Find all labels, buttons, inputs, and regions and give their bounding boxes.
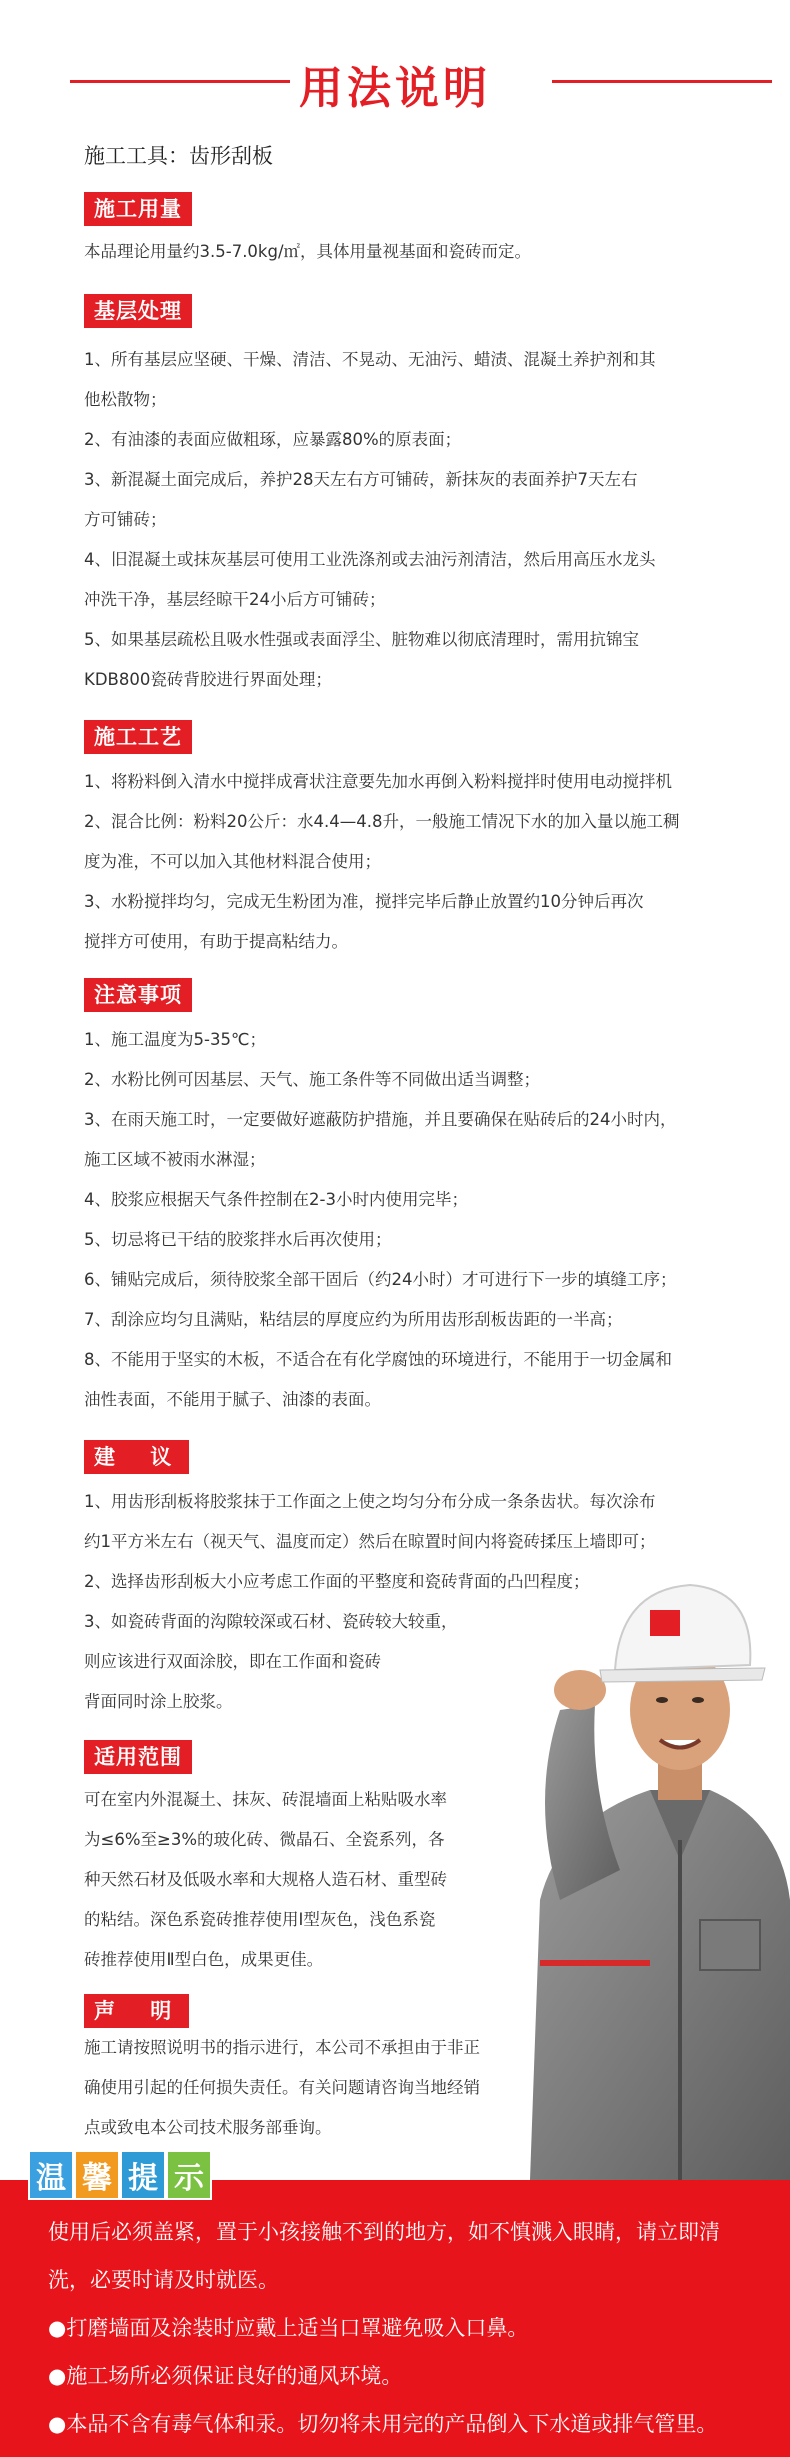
text-line: 3、新混凝土面完成后，养护28天左右方可铺砖，新抹灰的表面养护7天左右 (84, 470, 638, 489)
text-line: 点或致电本公司技术服务部垂询。 (84, 2118, 332, 2137)
text-line: 3、在雨天施工时，一定要做好遮蔽防护措施，并且要确保在贴砖后的24小时内， (84, 1110, 677, 1129)
section-process-title: 施工工艺 (84, 720, 192, 754)
text-line: 3、如瓷砖背面的沟隙较深或石材、瓷砖较大较重， (84, 1612, 458, 1631)
text-line: 砖推荐使用Ⅱ型白色，成果更佳。 (84, 1950, 324, 1969)
text-line: 洗，必要时请及时就医。 (48, 2268, 279, 2292)
worker-illustration (500, 1540, 790, 2180)
text-line: 搅拌方可使用，有助于提高粘结力。 (84, 932, 348, 951)
tips-char: 示 (166, 2150, 212, 2200)
text-line: ●施工场所必须保证良好的通风环境。 (48, 2364, 403, 2388)
text-line: 施工请按照说明书的指示进行，本公司不承担由于非正 (84, 2038, 480, 2057)
text-line: 背面同时涂上胶浆。 (84, 1692, 233, 1711)
text-line: 4、胶浆应根据天气条件控制在2-3小时内使用完毕； (84, 1190, 468, 1209)
text-line: 2、选择齿形刮板大小应考虑工作面的平整度和瓷砖背面的凸凹程度； (84, 1572, 590, 1591)
text-line: 6、铺贴完成后，须待胶浆全部干固后（约24小时）才可进行下一步的填缝工序； (84, 1270, 677, 1289)
section-usage (84, 192, 754, 272)
text-line: 3、水粉搅拌均匀，完成无生粉团为准，搅拌完毕后静止放置约10分钟后再次 (84, 892, 644, 911)
text-line: 5、切忌将已干结的胶浆拌水后再次使用； (84, 1230, 392, 1249)
text-line: 约1平方米左右（视天气、温度而定）然后在晾置时间内将瓷砖揉压上墙即可； (84, 1532, 656, 1551)
text-line: 本品理论用量约3.5-7.0kg/㎡，具体用量视基面和瓷砖而定。 (84, 242, 532, 261)
text-line: 4、旧混凝土或抹灰基层可使用工业洗涤剂或去油污剂清洁，然后用高压水龙头 (84, 550, 656, 569)
text-line: 1、施工温度为5-35℃； (84, 1030, 266, 1049)
text-line: 8、不能用于坚实的木板，不适合在有化学腐蚀的环境进行，不能用于一切金属和 (84, 1350, 672, 1369)
text-line: 1、所有基层应坚硬、干燥、清洁、不晃动、无油污、蜡渍、混凝土养护剂和其 (84, 350, 656, 369)
text-line: 2、水粉比例可因基层、天气、施工条件等不同做出适当调整； (84, 1070, 540, 1089)
text-line: 2、有油漆的表面应做粗琢，应暴露80%的原表面； (84, 430, 462, 449)
warm-tips-body (48, 2208, 790, 2448)
section-statement (84, 1994, 544, 2148)
text-line: 1、用齿形刮板将胶浆抹于工作面之上使之均匀分布分成一条条齿状。每次涂布 (84, 1492, 656, 1511)
text-line: 施工区域不被雨水淋湿； (84, 1150, 266, 1169)
tips-char: 馨 (74, 2150, 120, 2200)
section-notes-title: 注意事项 (84, 978, 192, 1012)
text-line: 的粘结。深色系瓷砖推荐使用Ⅰ型灰色，浅色系瓷 (84, 1910, 436, 1929)
section-scope (84, 1740, 514, 1980)
section-base-body (84, 340, 754, 700)
tips-char: 提 (120, 2150, 166, 2200)
title-divider-right (552, 80, 772, 83)
text-line: 度为准，不可以加入其他材料混合使用； (84, 852, 381, 871)
section-scope-body (84, 1780, 514, 1980)
section-statement-body (84, 2028, 544, 2148)
text-line: 方可铺砖； (84, 510, 167, 529)
text-line: 则应该进行双面涂胶，即在工作面和瓷砖 (84, 1652, 381, 1671)
section-process (84, 720, 754, 962)
text-line: 油性表面，不能用于腻子、油漆的表面。 (84, 1390, 381, 1409)
text-line: 1、将粉料倒入清水中搅拌成膏状注意要先加水再倒入粉料搅拌时使用电动搅拌机 (84, 772, 672, 791)
tips-char: 温 (28, 2150, 74, 2200)
text-line: 种天然石材及低吸水率和大规格人造石材、重型砖 (84, 1870, 447, 1889)
text-line: ●打磨墙面及涂装时应戴上适当口罩避免吸入口鼻。 (48, 2316, 529, 2340)
section-notes (84, 978, 754, 1420)
section-statement-title: 声 明 (84, 1994, 189, 2028)
section-scope-title: 适用范围 (84, 1740, 192, 1774)
text-line: 他松散物； (84, 390, 167, 409)
text-line: 可在室内外混凝土、抹灰、砖混墙面上粘贴吸水率 (84, 1790, 447, 1809)
text-line: ●本品不含有毒气体和汞。切勿将未用完的产品倒入下水道或排气管里。 (48, 2412, 718, 2436)
text-line: 使用后必须盖紧，置于小孩接触不到的地方，如不慎溅入眼睛，请立即清 (48, 2220, 720, 2244)
section-usage-body (84, 232, 754, 272)
text-line: 确使用引起的任何损失责任。有关问题请咨询当地经销 (84, 2078, 480, 2097)
warm-tips-header (28, 2150, 212, 2202)
page-title: 用法说明 (299, 63, 491, 114)
text-line: 7、刮涂应均匀且满贴，粘结层的厚度应约为所用齿形刮板齿距的一半高； (84, 1310, 623, 1329)
text-line: 冲洗干净，基层经晾干24小后方可铺砖； (84, 590, 386, 609)
text-line: 2、混合比例：粉料20公斤：水4.4—4.8升，一般施工情况下水的加入量以施工稠 (84, 812, 680, 831)
text-line: 5、如果基层疏松且吸水性强或表面浮尘、脏物难以彻底清理时，需用抗锦宝 (84, 630, 639, 649)
section-notes-body (84, 1020, 754, 1420)
section-usage-title: 施工用量 (84, 192, 192, 226)
text-line: KDB800瓷砖背胶进行界面处理； (84, 670, 332, 689)
section-base (84, 294, 754, 700)
text-line: 为≤6%至≥3%的玻化砖、微晶石、全瓷系列，各 (84, 1830, 445, 1849)
construction-tools: 施工工具：齿形刮板 (84, 144, 273, 168)
section-base-title: 基层处理 (84, 294, 192, 328)
section-process-body (84, 762, 754, 962)
section-advice-title: 建 议 (84, 1440, 189, 1474)
title-row (0, 52, 790, 112)
